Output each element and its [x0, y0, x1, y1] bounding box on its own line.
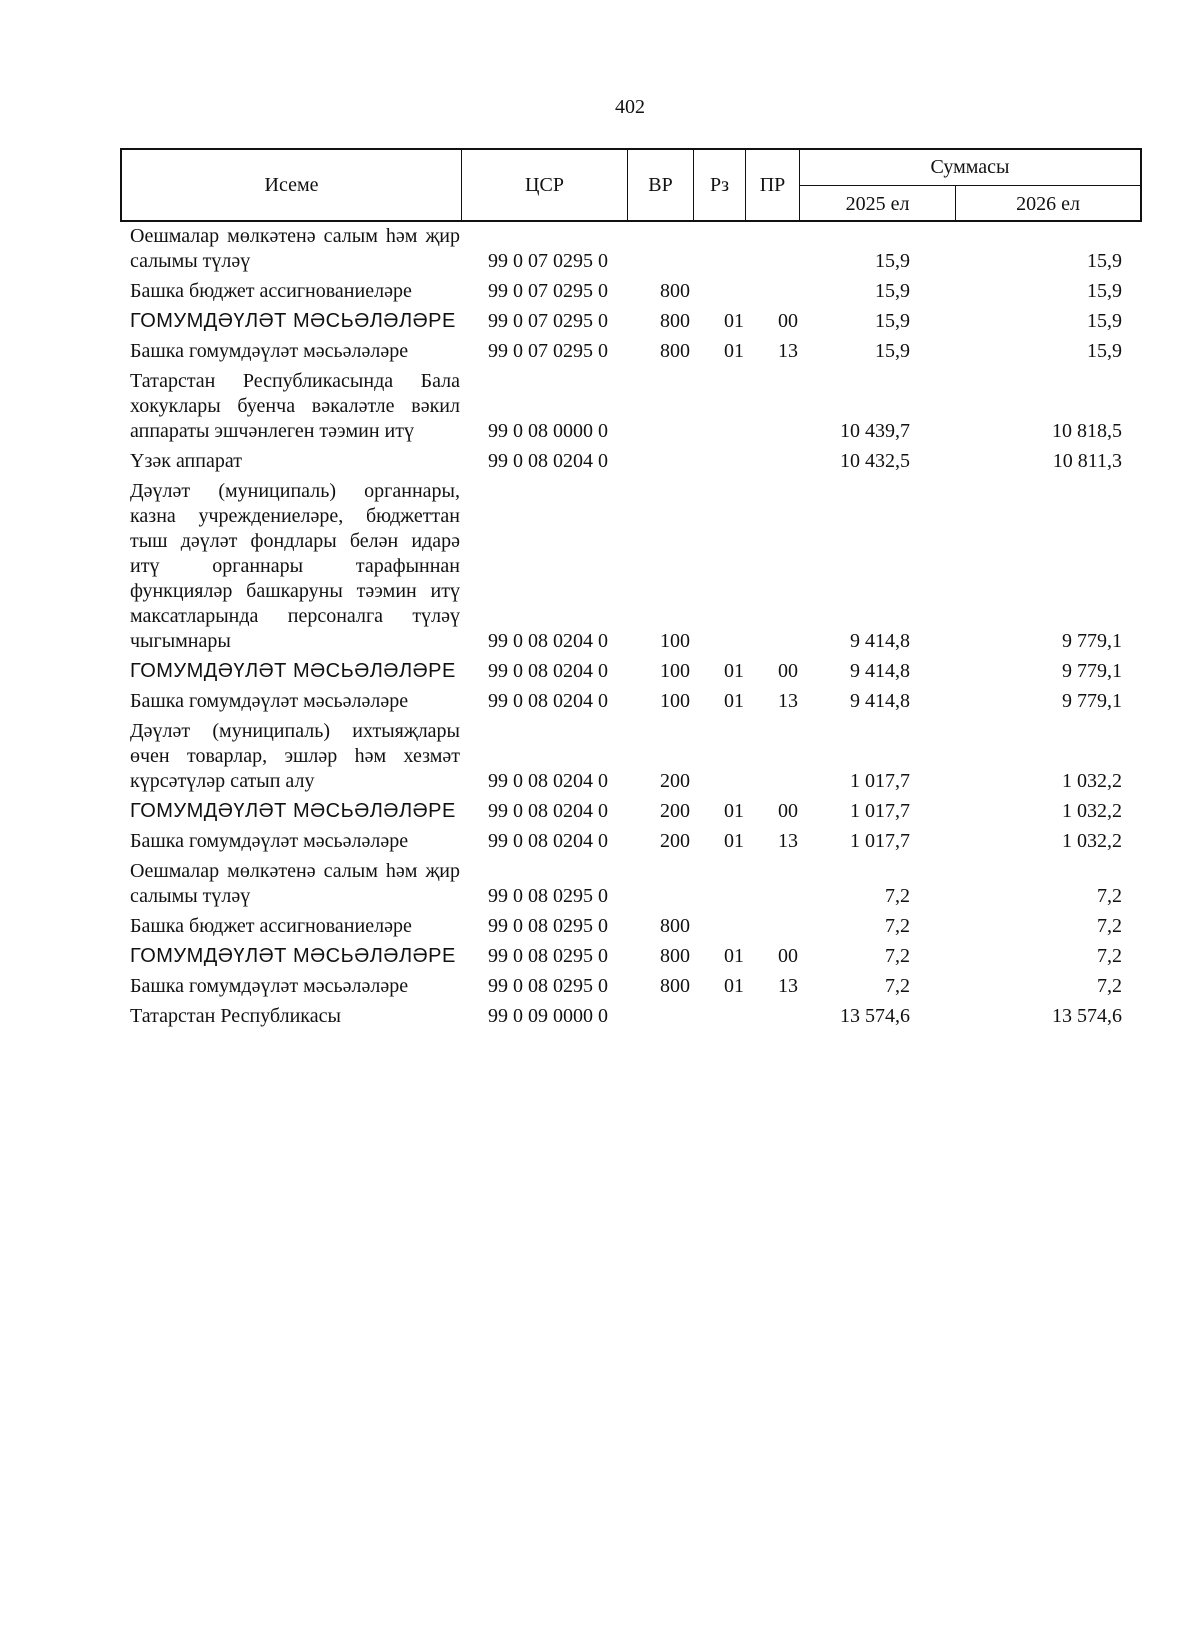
- table-row: [120, 974, 1142, 999]
- row-value-2026: 9 779,1: [1062, 690, 1122, 712]
- header-sum: Суммасы: [800, 150, 1140, 186]
- row-value-2025: 15,9: [875, 340, 910, 362]
- row-csr: 99 0 08 0204 0: [488, 800, 608, 822]
- row-csr: 99 0 07 0295 0: [488, 340, 608, 362]
- row-name: Оешмалар мөлкәтенә салым һәм җир салымы түләү: [130, 860, 460, 907]
- row-csr: 99 0 08 0204 0: [488, 830, 608, 852]
- row-pr: 13: [778, 830, 798, 852]
- table-row: [120, 944, 1142, 969]
- row-value-2025: 10 432,5: [840, 450, 910, 472]
- row-value-2025: 1 017,7: [850, 770, 910, 792]
- table-row: [120, 914, 1142, 939]
- row-rz: 01: [724, 310, 744, 332]
- row-name: Башка гомумдәүләт мәсьәләләре: [130, 830, 409, 852]
- row-rz: 01: [724, 660, 744, 682]
- row-value-2025: 1 017,7: [850, 800, 910, 822]
- row-vr: 800: [660, 975, 690, 997]
- table-row: [120, 689, 1142, 714]
- header-csr: ЦСР: [462, 150, 628, 220]
- table-row: [120, 339, 1142, 364]
- row-name: Татарстан Республикасында Бала хокуклары буенча вәкаләтле вәкил аппараты эшчәнлеген тәэмин итү: [130, 370, 460, 442]
- row-value-2026: 15,9: [1087, 280, 1122, 302]
- table-row: [120, 719, 1142, 794]
- row-value-2026: 7,2: [1097, 915, 1122, 937]
- row-name: ГОМУМДӘҮЛӘТ МӘСЬӘЛӘЛӘРЕ: [130, 660, 456, 682]
- row-csr: 99 0 08 0204 0: [488, 770, 608, 792]
- row-value-2026: 1 032,2: [1062, 800, 1122, 822]
- header-year-2026: 2026 ел: [1016, 192, 1080, 215]
- row-value-2025: 15,9: [875, 310, 910, 332]
- row-name: Дәүләт (муниципаль) ихтыяҗлары өчен товарлар, эшләр һәм хезмәт күрсәтүләр сатып алу: [130, 720, 460, 792]
- row-vr: 100: [660, 660, 690, 682]
- header-pr: ПР: [746, 150, 800, 220]
- table-row: [120, 479, 1142, 654]
- row-vr: 200: [660, 770, 690, 792]
- row-value-2026: 10 811,3: [1052, 450, 1122, 472]
- row-value-2026: 1 032,2: [1062, 770, 1122, 792]
- row-name: Татарстан Республикасы: [130, 1005, 341, 1027]
- row-name: Башка бюджет ассигнованиеләре: [130, 280, 412, 302]
- row-csr: 99 0 08 0204 0: [488, 660, 608, 682]
- row-value-2025: 9 414,8: [850, 660, 910, 682]
- row-pr: 13: [778, 690, 798, 712]
- table-body: [120, 222, 1142, 1029]
- row-vr: 800: [660, 310, 690, 332]
- row-csr: 99 0 08 0204 0: [488, 690, 608, 712]
- row-vr: 800: [660, 280, 690, 302]
- table-row: [120, 659, 1142, 684]
- row-value-2025: 1 017,7: [850, 830, 910, 852]
- row-value-2025: 13 574,6: [840, 1005, 910, 1027]
- row-name: Дәүләт (муниципаль) органнары, казна учреждениеләре, бюджеттан тыш дәүләт фондлары белән идарә итү органнары тарафыннан функцияләр башкаруны тәэмин итү максатларында персоналга түләү чыгымнары: [130, 480, 460, 652]
- table-row: [120, 369, 1142, 444]
- row-value-2025: 9 414,8: [850, 630, 910, 652]
- header-rz: Рз: [694, 150, 746, 220]
- row-value-2025: 10 439,7: [840, 420, 910, 442]
- row-name: ГОМУМДӘҮЛӘТ МӘСЬӘЛӘЛӘРЕ: [130, 800, 456, 822]
- row-csr: 99 0 08 0295 0: [488, 885, 608, 907]
- page-number: 402: [615, 96, 645, 118]
- row-value-2026: 7,2: [1097, 885, 1122, 907]
- row-csr: 99 0 09 0000 0: [488, 1005, 608, 1027]
- row-rz: 01: [724, 690, 744, 712]
- row-vr: 200: [660, 830, 690, 852]
- row-name: Башка гомумдәүләт мәсьәләләре: [130, 690, 409, 712]
- row-rz: 01: [724, 830, 744, 852]
- header-sum-group: [800, 150, 1140, 220]
- row-value-2026: 7,2: [1097, 945, 1122, 967]
- row-pr: 00: [778, 310, 798, 332]
- table-row: [120, 309, 1142, 334]
- row-csr: 99 0 08 0295 0: [488, 975, 608, 997]
- row-csr: 99 0 08 0204 0: [488, 450, 608, 472]
- row-pr: 13: [778, 975, 798, 997]
- row-csr: 99 0 07 0295 0: [488, 280, 608, 302]
- table-row: [120, 829, 1142, 854]
- row-value-2026: 15,9: [1087, 340, 1122, 362]
- row-csr: 99 0 08 0000 0: [488, 420, 608, 442]
- header-name: Исеме: [122, 150, 462, 220]
- row-rz: 01: [724, 340, 744, 362]
- row-pr: 13: [778, 340, 798, 362]
- row-value-2026: 9 779,1: [1062, 660, 1122, 682]
- row-value-2025: 7,2: [885, 885, 910, 907]
- row-value-2025: 9 414,8: [850, 690, 910, 712]
- header-vr: ВР: [628, 150, 694, 220]
- row-rz: 01: [724, 975, 744, 997]
- row-csr: 99 0 07 0295 0: [488, 310, 608, 332]
- row-value-2026: 13 574,6: [1052, 1005, 1122, 1027]
- row-vr: 800: [660, 945, 690, 967]
- table-row: [120, 799, 1142, 824]
- row-value-2025: 7,2: [885, 915, 910, 937]
- row-value-2025: 15,9: [875, 280, 910, 302]
- row-csr: 99 0 08 0295 0: [488, 945, 608, 967]
- table-row: [120, 449, 1142, 474]
- row-value-2026: 7,2: [1097, 975, 1122, 997]
- row-name: ГОМУМДӘҮЛӘТ МӘСЬӘЛӘЛӘРЕ: [130, 945, 456, 967]
- row-name: Оешмалар мөлкәтенә салым һәм җир салымы түләү: [130, 225, 460, 272]
- table-row: [120, 1004, 1142, 1029]
- row-value-2026: 1 032,2: [1062, 830, 1122, 852]
- row-value-2026: 10 818,5: [1052, 420, 1122, 442]
- row-pr: 00: [778, 660, 798, 682]
- row-vr: 100: [660, 630, 690, 652]
- row-name: Үзәк аппарат: [130, 450, 242, 472]
- row-pr: 00: [778, 945, 798, 967]
- row-csr: 99 0 08 0295 0: [488, 915, 608, 937]
- table-row: [120, 279, 1142, 304]
- row-vr: 800: [660, 340, 690, 362]
- row-vr: 200: [660, 800, 690, 822]
- table-row: [120, 224, 1142, 274]
- row-name: Башка гомумдәүләт мәсьәләләре: [130, 975, 409, 997]
- row-value-2026: 15,9: [1087, 310, 1122, 332]
- row-name: Башка бюджет ассигнованиеләре: [130, 915, 412, 937]
- row-vr: 100: [660, 690, 690, 712]
- row-value-2026: 15,9: [1087, 250, 1122, 272]
- row-pr: 00: [778, 800, 798, 822]
- table-header: [120, 148, 1142, 222]
- row-value-2026: 9 779,1: [1062, 630, 1122, 652]
- row-name: Башка гомумдәүләт мәсьәләләре: [130, 340, 409, 362]
- row-rz: 01: [724, 800, 744, 822]
- row-value-2025: 15,9: [875, 250, 910, 272]
- row-csr: 99 0 07 0295 0: [488, 250, 608, 272]
- header-year-2025: 2025 ел: [800, 186, 956, 222]
- row-name: ГОМУМДӘҮЛӘТ МӘСЬӘЛӘЛӘРЕ: [130, 310, 456, 332]
- table-row: [120, 859, 1142, 909]
- row-value-2025: 7,2: [885, 945, 910, 967]
- row-csr: 99 0 08 0204 0: [488, 630, 608, 652]
- row-value-2025: 7,2: [885, 975, 910, 997]
- row-vr: 800: [660, 915, 690, 937]
- row-rz: 01: [724, 945, 744, 967]
